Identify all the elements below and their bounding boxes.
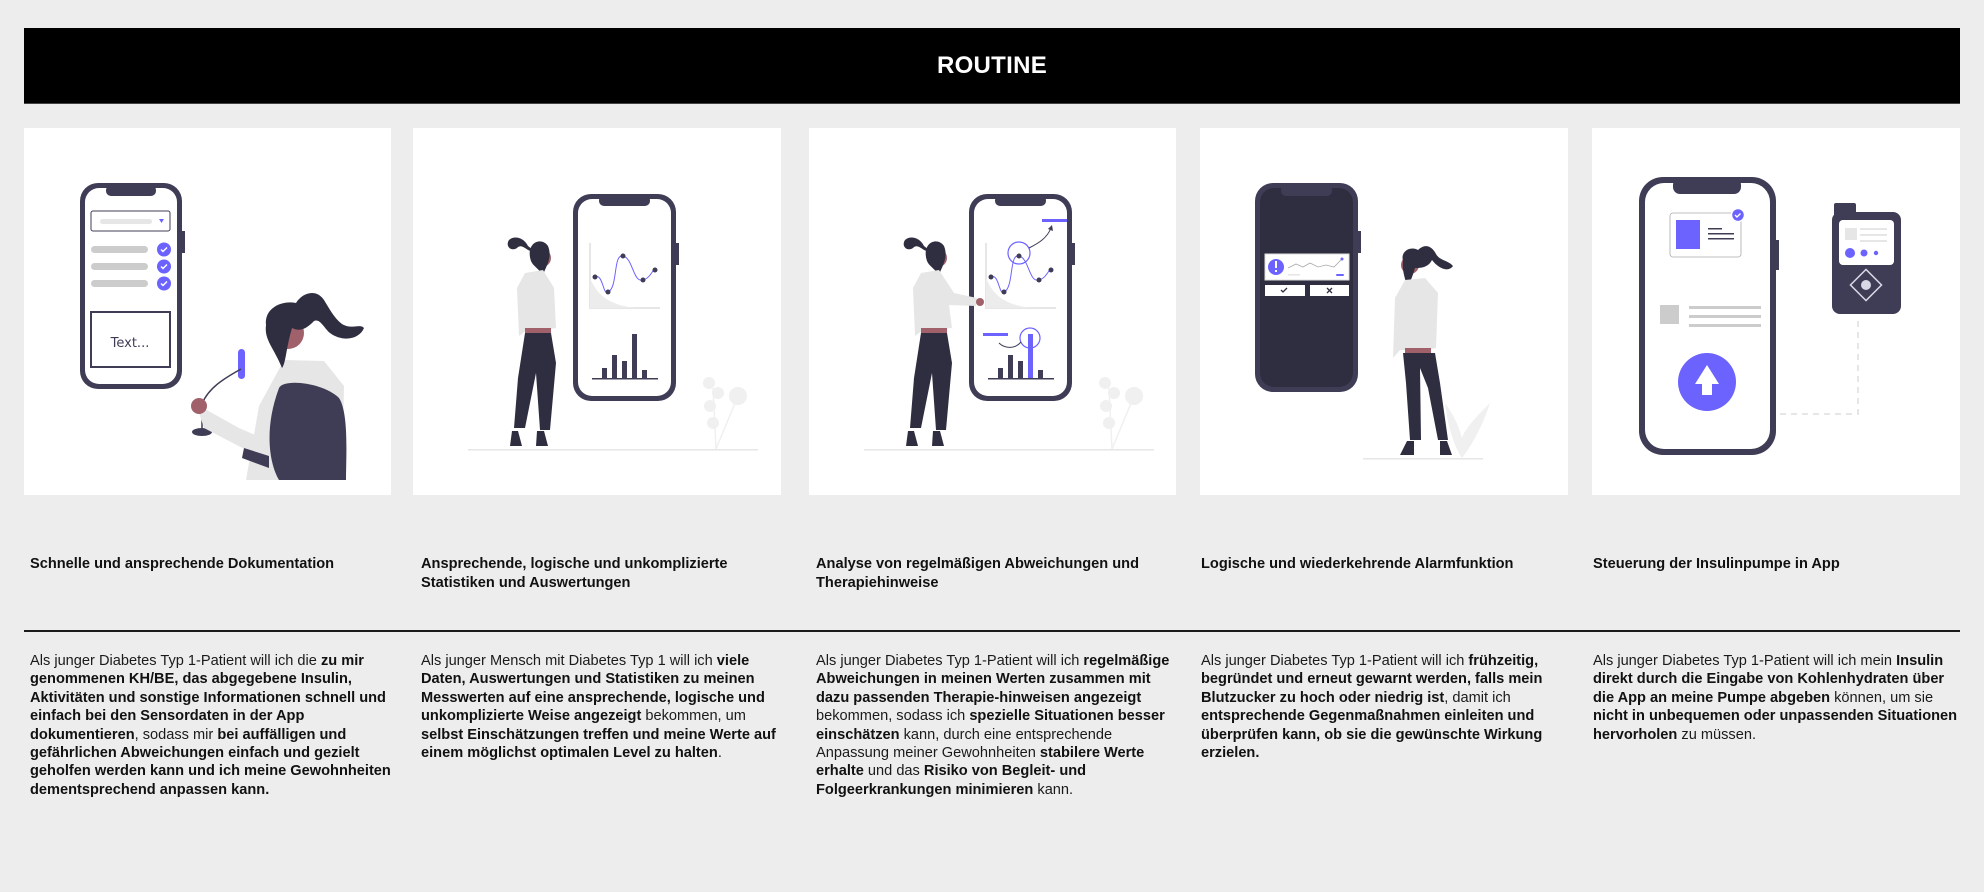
- check-icon: [1732, 209, 1745, 222]
- alert-card: [1265, 254, 1349, 280]
- alarm-illustration: [1200, 128, 1568, 495]
- page-title: ROUTINE: [936, 51, 1048, 79]
- statistics-illustration: [413, 128, 781, 495]
- emphasis-text: zu mir genommenen KH/BE, das abgegebene Insulin, Aktivitäten und sonstige Informationen schnell und einfach bei den Sensordaten in der App dokumentieren: [30, 653, 386, 743]
- ground-line: [864, 449, 1154, 451]
- user-story-text: [1201, 652, 1576, 762]
- illustration-text: Text...: [110, 336, 150, 351]
- feature-heading: Logische und wiederkehrende Alarmfunktion: [1201, 556, 1514, 572]
- body-text-segment: , damit ich: [1444, 689, 1511, 706]
- leaf-icon: [1445, 403, 1490, 458]
- ground-line: [468, 449, 758, 451]
- dropdown-icon: [91, 211, 170, 231]
- confirm-button-icon: [1265, 285, 1305, 296]
- user-story-text: [30, 652, 398, 799]
- insulin-pump-illustration: [1592, 128, 1960, 495]
- section-divider: [24, 630, 1960, 632]
- body-text-segment: Als junger Diabetes Typ 1-Patient will ich: [816, 653, 1084, 669]
- plant-icon: [703, 377, 747, 449]
- emphasis-text: viele Daten, Auswertungen und Statistiken zu meinen Messwerten auf eine ansprechende, logische und unkomplizierte Weise angezeigt: [421, 653, 765, 725]
- person-icon: [1393, 246, 1453, 455]
- user-story-text: [816, 652, 1181, 799]
- profile-card-icon: [1670, 209, 1745, 258]
- plant-icon: [1099, 377, 1143, 449]
- user-story-text: [1593, 652, 1958, 744]
- documentation-illustration: [24, 128, 391, 495]
- upload-button-icon: [1678, 353, 1736, 411]
- text-box-icon: [91, 312, 170, 367]
- body-text-segment: zu müssen.: [1677, 726, 1757, 743]
- emphasis-text: bei auffälligen und gefährlichen Abweichungen einfach und gezielt geholfen werden kann und ich meine Gewohnheiten dementsprechend anpassen kann.: [30, 726, 391, 798]
- emphasis-text: nicht in unbequemen oder unpassenden Situationen hervorholen: [1593, 708, 1958, 743]
- page-header: [24, 28, 1960, 104]
- emphasis-text: Insulin direkt durch die Eingabe von Kohlenhydraten über die App an meine Pumpe abgeben: [1593, 653, 1945, 706]
- emphasis-text: stabilere Werte erhalte: [816, 745, 1145, 780]
- body-text-segment: und das: [863, 763, 924, 780]
- analysis-illustration: [809, 128, 1176, 495]
- body-text-segment: bekommen, um: [641, 708, 746, 725]
- feature-heading: Ansprechende, logische und unkomplizierte Statistiken und Auswertungen: [421, 556, 728, 591]
- person-icon: [191, 293, 364, 480]
- emphasis-text: frühzeitig, begründet und erneut gewarnt werden, falls mein Blutzucker zu hoch oder niedrig ist: [1201, 653, 1543, 706]
- body-text-segment: kann, durch eine entsprechende Anpassung meiner Gewohnheiten: [816, 726, 1113, 762]
- ground-line: [1363, 458, 1483, 460]
- body-text-segment: , sodass mir: [134, 726, 218, 743]
- emphasis-text: entsprechende Gegenmaßnahmen einleiten und überprüfen kann, ob sie die gewünschte Wirkung erzielen.: [1201, 708, 1543, 762]
- illustration-card-statistics: [413, 128, 781, 495]
- body-text-segment: kann.: [1033, 781, 1074, 798]
- feature-heading: Schnelle und ansprechende Dokumentation: [30, 556, 335, 572]
- illustration-card-analysis: [809, 128, 1176, 495]
- body-text-segment: Als junger Diabetes Typ 1-Patient will ich mein: [1593, 653, 1897, 669]
- emphasis-text: Risiko von Begleit- und Folgeerkrankungen minimieren: [816, 763, 1087, 798]
- body-text-segment: .: [717, 745, 722, 762]
- emphasis-text: selbst Einschätzungen treffen und meine Werte auf einem möglichst optimalen Level zu halten: [421, 726, 776, 762]
- dismiss-button-icon: [1310, 285, 1349, 296]
- insulin-pump-icon: [1832, 203, 1901, 314]
- emphasis-text: spezielle Situationen besser einschätzen: [816, 708, 1165, 743]
- connection-line: [1780, 316, 1858, 414]
- body-text-segment: Als junger Diabetes Typ 1-Patient will ich die: [30, 653, 321, 669]
- body-text-segment: Als junger Diabetes Typ 1-Patient will ich: [1201, 653, 1469, 669]
- checklist-icon: [91, 243, 171, 291]
- user-story-text: [421, 652, 791, 762]
- illustration-card-documentation: [24, 128, 391, 495]
- feature-heading: Analyse von regelmäßigen Abweichungen und Therapiehinweise: [816, 556, 1140, 591]
- person-icon: [508, 238, 556, 446]
- illustration-card-insulin-pump: [1592, 128, 1960, 495]
- body-text-segment: Als junger Mensch mit Diabetes Typ 1 will ich: [421, 653, 717, 669]
- body-text-segment: können, um sie: [1830, 689, 1934, 706]
- feature-heading: Steuerung der Insulinpumpe in App: [1593, 556, 1840, 572]
- body-text-segment: bekommen, sodass ich: [816, 708, 970, 725]
- illustration-card-alarm: [1200, 128, 1568, 495]
- emphasis-text: regelmäßige Abweichungen in meinen Werten zusammen mit dazu passenden Therapie-hinweisen angezeigt: [816, 653, 1170, 706]
